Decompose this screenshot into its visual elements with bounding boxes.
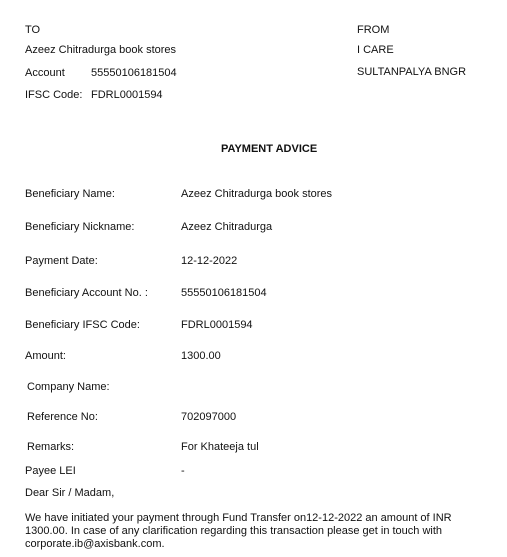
detail-label: Beneficiary IFSC Code: <box>25 319 140 331</box>
detail-label: Beneficiary Name: <box>25 188 115 200</box>
detail-label: Payment Date: <box>25 255 98 267</box>
detail-value: For Khateeja tul <box>181 441 259 453</box>
to-heading: TO <box>25 24 41 36</box>
to-account-label: Account <box>25 67 65 79</box>
to-name: Azeez Chitradurga book stores <box>25 44 177 56</box>
detail-value: FDRL0001594 <box>181 319 253 331</box>
from-line1: I CARE <box>357 44 394 56</box>
message-paragraph: We have initiated your payment through Fund Transfer on12-12-2022 an amount of INR 1300.00. In case of any clarification regarding this transaction please get in touch with corporate.ib@axisbank.com. <box>25 512 452 550</box>
detail-value: Azeez Chitradurga <box>181 221 273 233</box>
detail-value: 1300.00 <box>181 350 221 362</box>
detail-label: Company Name: <box>27 381 110 393</box>
detail-label: Remarks: <box>27 441 75 453</box>
to-ifsc-value: FDRL0001594 <box>91 89 163 101</box>
detail-value: 12-12-2022 <box>181 255 238 267</box>
from-line2: SULTANPALYA BNGR <box>357 66 467 78</box>
detail-label: Amount: <box>25 350 66 362</box>
detail-label: Payee LEI <box>25 465 76 477</box>
to-account-value: 55550106181504 <box>91 67 177 79</box>
detail-value: - <box>181 465 185 477</box>
detail-value: 55550106181504 <box>181 287 267 299</box>
to-ifsc-label: IFSC Code: <box>25 89 83 101</box>
document-title: PAYMENT ADVICE <box>221 143 318 155</box>
detail-label: Beneficiary Account No. : <box>25 287 148 299</box>
from-heading: FROM <box>357 24 390 36</box>
detail-value: Azeez Chitradurga book stores <box>181 188 333 200</box>
detail-value: 702097000 <box>181 411 237 423</box>
salutation: Dear Sir / Madam, <box>25 487 115 499</box>
detail-label: Reference No: <box>27 411 98 423</box>
detail-label: Beneficiary Nickname: <box>25 221 135 233</box>
